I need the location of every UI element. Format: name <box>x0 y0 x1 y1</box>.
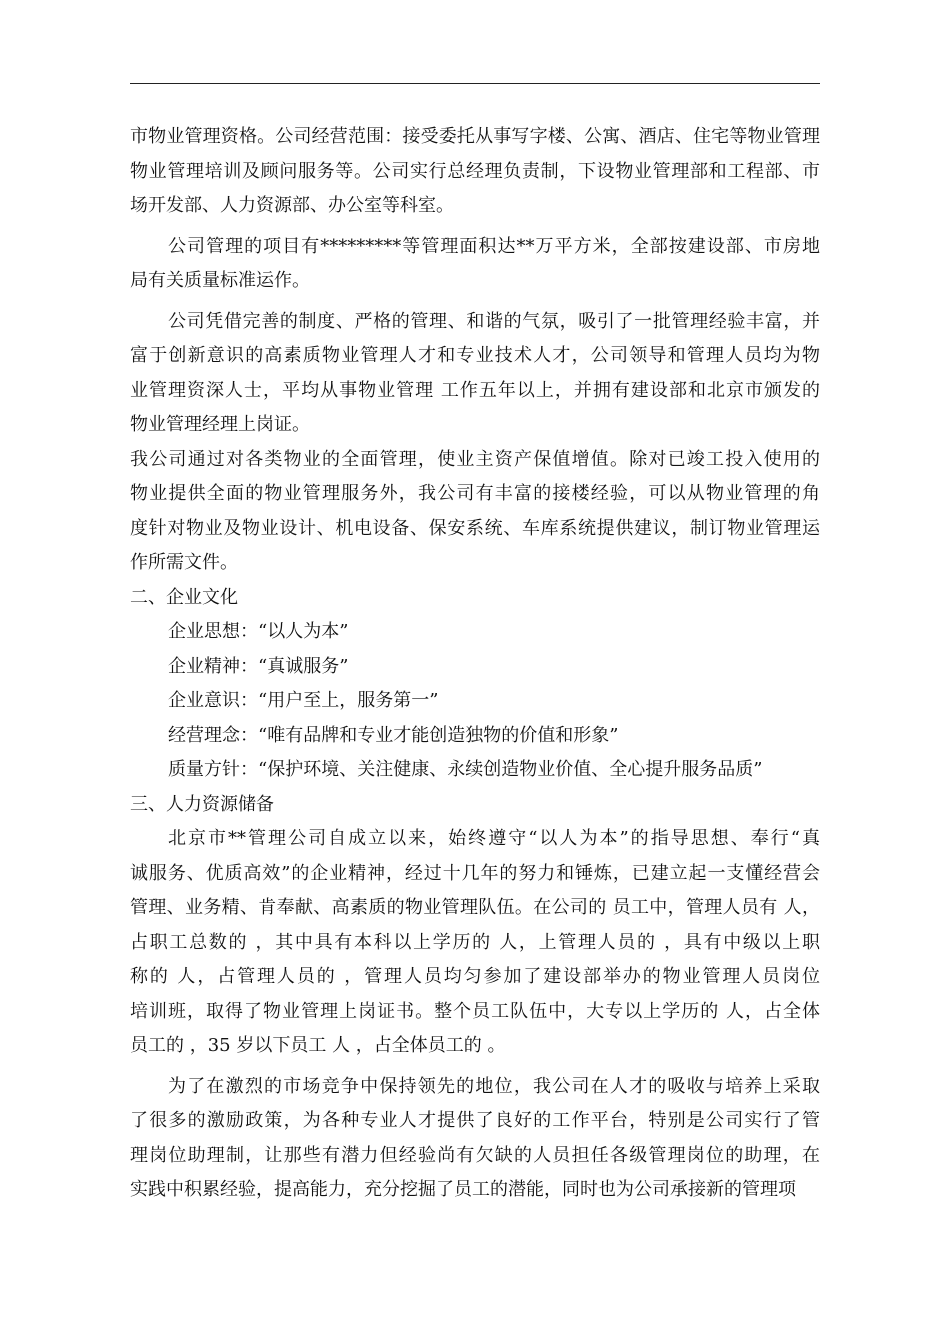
paragraph-line: 实践中积累经验，提高能力，充分挖掘了员工的潜能，同时也为公司承接新的管理项 <box>130 1179 796 1200</box>
culture-item: 质量方针：“保护环境、关注健康、永续创造物业价值、全心提升服务品质” <box>168 759 763 780</box>
paragraph-line: 公司管理的项目有*********等管理面积达**万平方米，全部按建设部、市房地 <box>168 235 820 257</box>
paragraph-line: 场开发部、人力资源部、办公室等科室。 <box>130 195 454 216</box>
paragraph-line: 度针对物业及物业设计、机电设备、保安系统、车库系统提供建议，制订物业管理运 <box>130 517 820 539</box>
paragraph-line: 培训班，取得了物业管理上岗证书。整个员工队伍中，大专以上学历的 人，占全体 <box>130 1000 820 1022</box>
paragraph-line: 物业提供全面的物业管理服务外，我公司有丰富的接楼经验，可以从物业管理的角 <box>130 483 820 504</box>
culture-item: 企业意识：“用户至上，服务第一” <box>168 690 439 711</box>
paragraph-line: 公司凭借完善的制度、严格的管理、和谐的气氛，吸引了一批管理经验丰富，并 <box>168 310 820 332</box>
culture-item: 经营理念：“唯有品牌和专业才能创造独物的价值和形象” <box>168 724 619 746</box>
section-heading: 三、人力资源储备 <box>130 793 274 815</box>
paragraph-line: 称的 人，占管理人员的 ，管理人员均匀参加了建设部举办的物业管理人员岗位 <box>130 966 820 987</box>
paragraph <box>130 443 820 581</box>
header-rule <box>130 83 820 84</box>
paragraph <box>130 230 820 299</box>
culture-item: 企业思想：“以人为本” <box>168 621 349 642</box>
paragraph <box>130 305 820 443</box>
paragraph-line: 作所需文件。 <box>130 552 238 573</box>
culture-item: 企业精神：“真诚服务” <box>168 655 349 677</box>
paragraph-line: 物业管理经理上岗证。 <box>130 414 310 435</box>
paragraph <box>130 120 820 224</box>
paragraph-line: 市物业管理资格。公司经营范围：接受委托从事写字楼、公寓、酒店、住宅等物业管理 <box>130 126 820 147</box>
paragraph-line: 管理、业务精、肯奉献、高素质的物业管理队伍。在公司的 员工中，管理人员有 人， <box>130 897 820 918</box>
paragraph <box>130 1070 820 1208</box>
paragraph-line: 北京市**管理公司自成立以来，始终遵守“以人为本”的指导思想、奉行“真 <box>168 828 820 849</box>
paragraph <box>130 822 820 1064</box>
paragraph-line: 占职工总数的 ，其中具有本科以上学历的 人，上管理人员的 ，具有中级以上职 <box>130 931 820 953</box>
paragraph-line: 富于创新意识的高素质物业管理人才和专业技术人才，公司领导和管理人员均为物 <box>130 345 820 366</box>
paragraph-line: 我公司通过对各类物业的全面管理，使业主资产保值增值。除对已竣工投入使用的 <box>130 448 820 470</box>
paragraph-line: 了很多的激励政策，为各种专业人才提供了良好的工作平台，特别是公司实行了管 <box>130 1110 820 1131</box>
paragraph-line: 业管理资深人士，平均从事物业管理 工作五年以上，并拥有建设部和北京市颁发的 <box>130 379 820 401</box>
paragraph-line: 局有关质量标准运作。 <box>130 270 310 291</box>
document-body <box>130 120 820 1208</box>
paragraph-line: 员工的 ，35 岁以下员工 人 ，占全体员工的 。 <box>130 1035 506 1056</box>
section-heading: 二、企业文化 <box>130 586 238 608</box>
paragraph-line: 理岗位助理制，让那些有潜力但经验尚有欠缺的人员担任各级管理岗位的助理，在 <box>130 1144 820 1166</box>
paragraph-line: 诚服务、优质高效”的企业精神，经过十几年的努力和锤炼，已建立起一支懂经营会 <box>130 862 820 884</box>
paragraph-line: 为了在激烈的市场竞争中保持领先的地位，我公司在人才的吸收与培养上采取 <box>168 1075 820 1097</box>
paragraph-line: 物业管理培训及顾问服务等。公司实行总经理负责制，下设物业管理部和工程部、市 <box>130 160 820 182</box>
